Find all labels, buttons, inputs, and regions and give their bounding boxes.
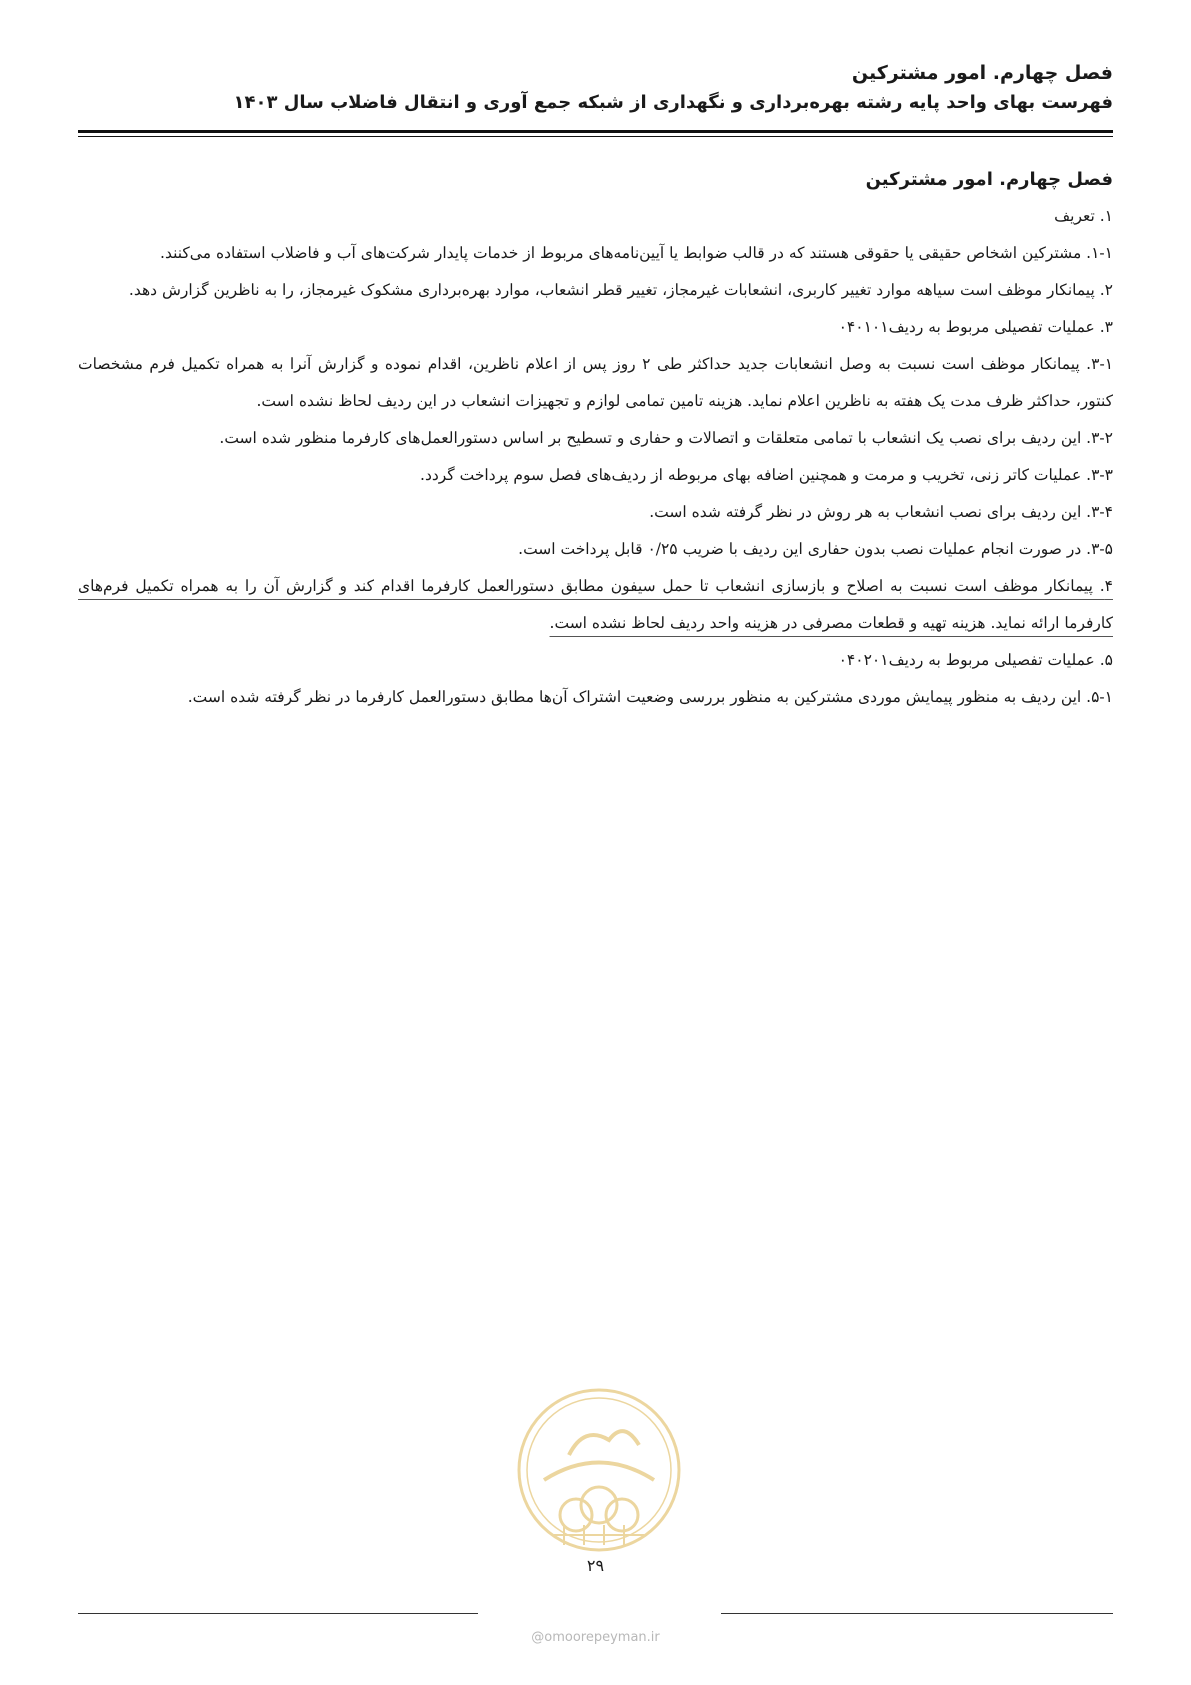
paragraph-3: ۳. عملیات تفصیلی مربوط به ردیف۰۴۰۱۰۱: [838, 318, 1113, 336]
page-header: [78, 58, 1113, 118]
paragraph-3-4: ۳-۴. این ردیف برای نصب انشعاب به هر روش در نظر گرفته شده است.: [649, 503, 1113, 521]
paragraph-3-3: ۳-۳. عملیات کاتر زنی، تخریب و مرمت و همچنین اضافه بهای مربوطه از ردیف‌های فصل سوم پرداخت گردد.: [420, 466, 1113, 484]
document-title: فهرست بهای واحد پایه رشته بهره‌برداری و نگهداری از شبکه جمع آوری و انتقال فاضلاب سال ۱۴۰۳: [233, 92, 1113, 113]
watermark-seal-icon: [514, 1385, 684, 1555]
header-rule-thin: [78, 136, 1113, 137]
footer-rule-left: [78, 1613, 478, 1614]
watermark-url: @omoorepeyman.ir: [531, 1630, 660, 1645]
paragraph-4: ۴. پیمانکار موظف است نسبت به اصلاح و بازسازی انشعاب تا حمل سیفون مطابق دستورالعمل کارفرما اقدام کند و گزارش آن را به همراه تکمیل فرم‌های کارفرما ارائه نماید. هزینه تهیه و قطعات مصرفی در هزینه واحد ردیف لحاظ نشده است.: [78, 577, 1113, 632]
header-rule-thick: [78, 130, 1113, 133]
page-number: ۲۹: [586, 1556, 605, 1575]
paragraph-3-5: ۳-۵. در صورت انجام عملیات نصب بدون حفاری این ردیف با ضریب ۰/۲۵ قابل پرداخت است.: [518, 540, 1113, 558]
body-text: [78, 162, 1113, 716]
chapter-heading: فصل چهارم. امور مشترکین: [851, 62, 1113, 84]
footer-rule-right: [721, 1613, 1113, 1614]
paragraph-3-1: ۳-۱. پیمانکار موظف است نسبت به وصل انشعابات جدید حداکثر طی ۲ روز پس از اعلام ناظرین، اقدام نموده و گزارش آنرا به همراه تکمیل فرم مشخصات کنتور، حداکثر ظرف مدت یک هفته به ناظرین اعلام نماید. هزینه تامین تمامی لوازم و تجهیزات انشعاب در این ردیف لحاظ نشده است.: [78, 355, 1114, 410]
paragraph-definition: ۱. تعریف: [1054, 207, 1113, 225]
paragraph-2: ۲. پیمانکار موظف است سیاهه موارد تغییر کاربری، انشعابات غیرمجاز، تغییر قطر انشعاب، موارد بهره‌برداری مشکوک غیرمجاز، را به ناظرین گزارش دهد.: [128, 281, 1113, 299]
section-title: فصل چهارم. امور مشترکین: [865, 169, 1113, 190]
paragraph-1-1: ۱-۱. مشترکین اشخاص حقیقی یا حقوقی هستند که در قالب ضوابط یا آیین‌نامه‌های مربوط از خدمات پایدار شرکت‌های آب و فاضلاب استفاده می‌کنند.: [160, 244, 1113, 262]
paragraph-5-1: ۵-۱. این ردیف به منظور پیمایش موردی مشترکین به منظور بررسی وضعیت اشتراک آن‌ها مطابق دستورالعمل کارفرما در نظر گرفته شده است.: [187, 688, 1113, 706]
paragraph-3-2: ۳-۲. این ردیف برای نصب یک انشعاب با تمامی متعلقات و اتصالات و حفاری و تسطیح بر اساس دستورالعمل‌های کارفرما منظور شده است.: [219, 429, 1113, 447]
paragraph-5: ۵. عملیات تفصیلی مربوط به ردیف۰۴۰۲۰۱: [838, 651, 1113, 669]
